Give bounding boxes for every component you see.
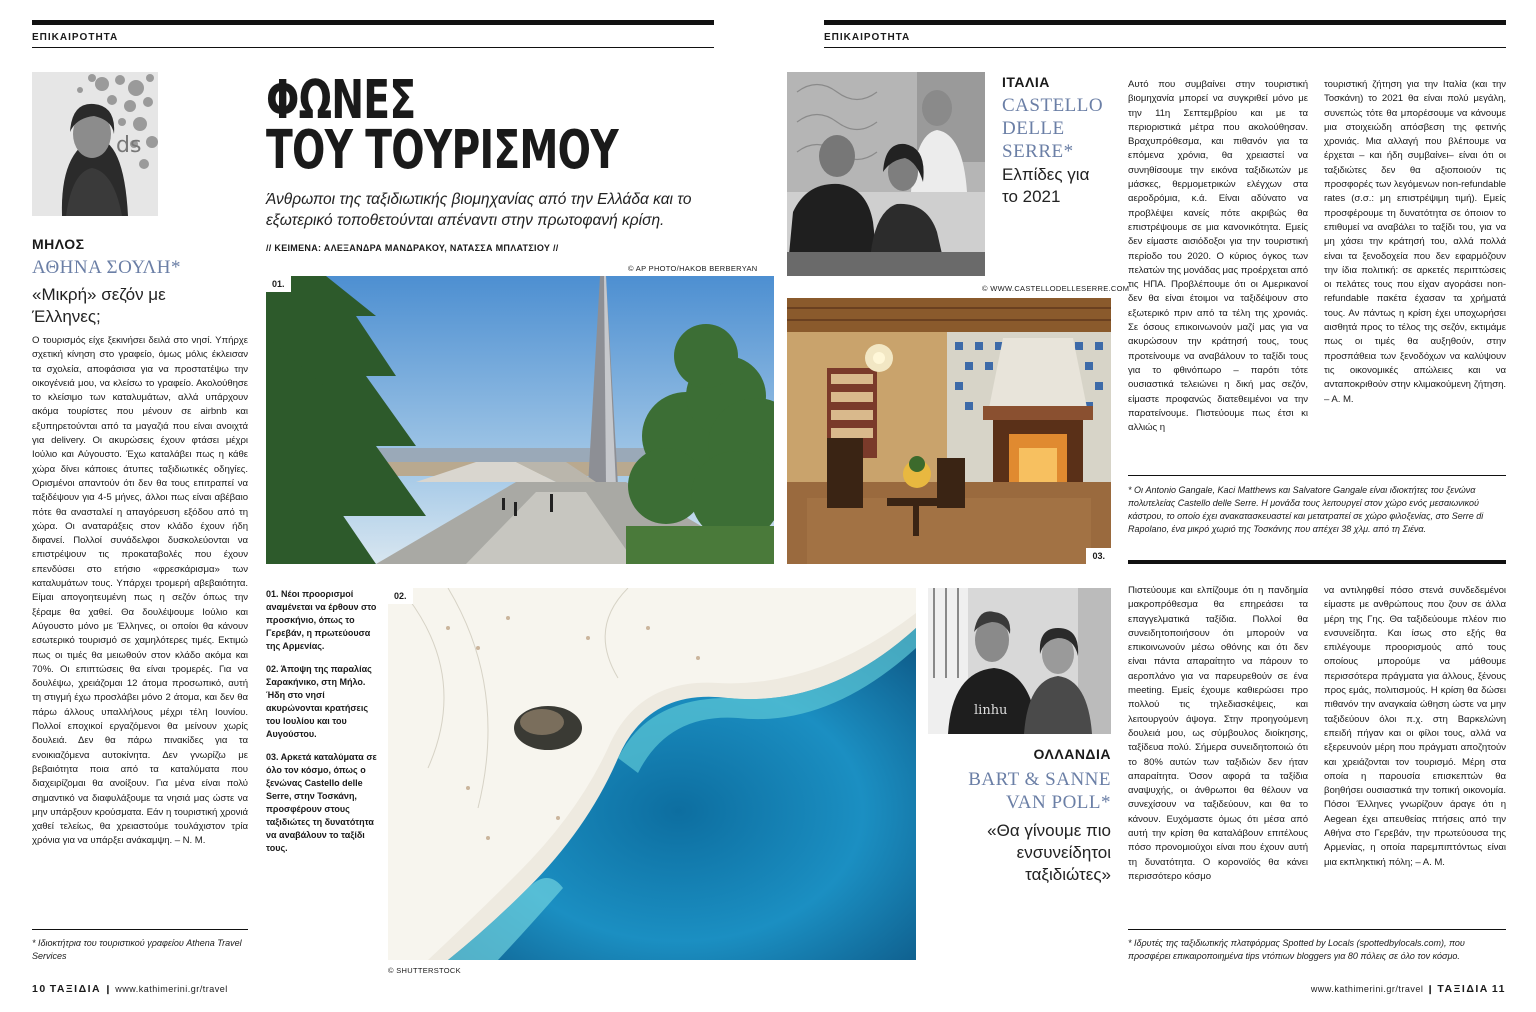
title-line-1: ΦΩΝΕΣ — [266, 70, 416, 131]
photo-credit-2: © SHUTTERSTOCK — [388, 966, 461, 975]
footer-left — [32, 983, 228, 995]
photo-castello-interior — [787, 298, 1111, 564]
photo-credit-3: © WWW.CASTELLODELLESERRE.COM — [982, 284, 1130, 293]
portrait-athina-souli — [32, 72, 158, 216]
quote-milos: «Μικρή» σεζόν με Έλληνες; — [32, 285, 166, 326]
footer-separator-left: ❙ — [104, 984, 113, 994]
person-castello-l1: CASTELLO — [1002, 95, 1104, 116]
svg-text:ds: ds — [116, 133, 142, 158]
svg-text:linhu: linhu — [974, 703, 1008, 718]
photo-tag-01: 01. — [266, 276, 291, 292]
portrait-bart-sanne — [928, 588, 1111, 734]
section-label-left: ΕΠΙΚΑΙΡΟΤΗΤΑ — [32, 32, 119, 43]
top-bar-right — [824, 20, 1506, 25]
portrait-castello-owners — [787, 72, 985, 276]
quote-italy: Ελπίδες για το 2021 — [1002, 165, 1090, 206]
caption-03: 03. Αρκετά καταλύματα σε όλο τον κόσμο, όπως ο ξενώνας Castello delle Serre, στην Τοσκάνη, προσφέρουν στους ταξιδιώτες τη δυνατότητα να αναβάλουν το ταξίδι τους. — [266, 752, 377, 853]
photo-credit-1: © AP PHOTO/HAKOB BERBERYAN — [628, 264, 758, 273]
captions-block — [266, 588, 378, 865]
footnote-italy: * Οι Antonio Gangale, Kaci Matthews και Salvatore Gangale είναι ιδιοκτήτες του ξενώνα πολυτελείας Castello delle Serre. Η μονάδα τους λειτουργεί στον χώρο ενός μεσαιωνικού κάστρου, το οποίο έχει ανακατασκευαστεί και μετατραπεί σε χώρο φιλοξενίας, στο Serre di Rapolano, ένα μικρό χωριό της Τοσκάνης που απέχει 38 χλμ. από τη Σιένα. — [1128, 485, 1484, 534]
page-number-right: 11 — [1491, 983, 1506, 995]
person-bart-sanne-l1: BART & SANNE — [968, 769, 1111, 790]
footer-brand-left: ΤΑΞΙΔΙΑ — [49, 983, 102, 995]
footer-url-right[interactable]: www.kathimerini.gr/travel — [1310, 984, 1424, 994]
body-netherlands-col2: να αντιληφθεί πόσο στενά συνδεδεμένοι είμαστε με ανθρώπους που ζουν σε άλλα μέρη της Γης. Θα ταξιδεύουμε πλέον πιο ενσυνείδητα. Και ίσως στο εξής θα επιλέγουμε προορισμούς από τους οποίους μπορούμε να μάθουμε περισσότερα πράγματα για άλλους, ξένους προς εμάς, πολιτισμούς. Η κρίση θα δώσει πιθανόν την αναγκαία ώθηση ώστε να μην ταξιδεύουν όλοι π.χ. στη Βαρκελώνη επειδή πήγαν και οι φίλοι τους, αλλά να εξερευνούν μέρη που πράγματι αποζητούν και χρειάζονται τον τουρισμό. Μέρη στα οποία η παρουσία επισκεπτών θα βοηθήσει ουσιαστικά την τοπική οικονομία. Πόσοι Έλληνες γνωρίζουν άραγε ότι η Aegean έχει απευθείας πτήσεις από την Αθήνα στο Γερεβάν, την πρωτεύουσα της Αρμενίας, η οποία παρεμπιπτόντως είναι μια εκπληκτική πόλη; – Α. Μ. — [1324, 585, 1506, 868]
footer-separator-right: ❙ — [1426, 984, 1435, 994]
person-castello-l3: SERRE* — [1002, 141, 1074, 162]
photo-yerevan-memorial — [266, 276, 774, 564]
country-italy: ΙΤΑΛΙΑ — [1002, 74, 1050, 90]
rule-netherlands-footnote — [1128, 929, 1506, 930]
footer-url-left[interactable]: www.kathimerini.gr/travel — [115, 984, 228, 994]
person-athina-souli: ΑΘΗΝΑ ΣΟΥΛΗ* — [32, 257, 181, 278]
body-italy-col1: Αυτό που συμβαίνει στην τουριστική βιομηχανία μπορεί να συγκριθεί μόνο με την 11η Σεπτεμβρίου και με τα περιοριστικά μέτρα που ακολούθησαν. Βραχυπρόθεσμα, και πιθανόν για τα επόμενα χρόνια, θα χρειαστεί να συνηθίσουμε την εικόνα ταξιδιωτών με μάσκες, θερμομετρικών ελέγχων στα αεροδρόμια, κ.ά. Είναι αδύνατο να προβλέψει κανείς πότε ακριβώς θα επιστρέψουμε σε μια κανονικότητα. Εμείς δεν είμαστε αισιόδοξοι για την τουριστική περίοδο του 2020. Ο κύριος όγκος των πελατών της μονάδας μας προέρχεται από τις ΗΠΑ. Προβλέπουμε ότι οι Αμερικανοί δεν θα είναι έτοιμοι να ταξιδέψουν στο εξωτερικό πριν από τα τέλη της χρονιάς. Σε όσους επικοινωνούν μαζί μας για να ακυρώσουν την κράτησή τους, τους προτείνουμε να αναβάλουν το ταξίδι τους για το φθινόπωρο – παρότι τότε ουσιαστικά τελειώνει η δική μας σεζόν, είμαστε προφανώς διατεθειμένοι να την παρατείνουμε. Πιστεύουμε πως έτσι κι αλλιώς η — [1128, 79, 1308, 434]
person-bart-sanne-l2: VAN POLL* — [1006, 792, 1111, 813]
footnote-netherlands: * Ιδρυτές της ταξιδιωτικής πλατφόρμας Spotted by Locals (spottedbylocals.com), που προσφέρει επικαιροποιημένα tips ντόπιων bloggers για 80 πόλεις σε όλο τον κόσμο. — [1128, 938, 1465, 961]
rule-right — [824, 47, 1506, 48]
photo-sarakiniko-beach — [388, 588, 916, 960]
quote-netherlands: «Θα γίνουμε πιο ενσυνείδητοι ταξιδιώτες» — [987, 821, 1111, 884]
rule-left — [32, 47, 714, 48]
body-italy-col2: τουριστική ζήτηση για την Ιταλία (και την Τοσκάνη) το 2021 θα είναι πολύ μεγάλη, συνεπώς τότε θα μπορέσουμε να κάνουμε μια στοιχειώδη απόσβεση της φετινής χρονιάς. Μια αλλαγή που βλέπουμε να έρχεται – και ήδη συμβαίνει– είναι ότι οι ταξιδιώτες δεν θα αξιοποιούν τις προσφορές των λεγόμενων non-refundable rates (σ.σ.: μη επιστρέψιμη τιμή). Εμείς προσφέρουμε τη δυνατότητα σε όποιον το επιθυμεί να αναβάλει το ταξίδι του, για να μη χάσει την κράτησή του, αλλά πολλά είναι τα ξενοδοχεία που δεν εφαρμόζουν την ίδια πολιτική: σε αρκετές περιπτώσεις οι πελάτες τους που είχαν αγοράσει non-refundable πακέτα έχασαν τα χρήματά τους. Αν πάντως η κρίση έχει υποχωρήσει αισθητά προς το τέλος της σεζόν, εκτιμάμε πως οι τιμές θα αυξηθούν, στην προσπάθεια των ξενοδόχων να καλύψουν τις οικονομικές απώλειες και να ανταποκριθούν στην κλιμακούμενη ζήτηση. – Α. Μ. — [1324, 79, 1506, 405]
footer-right — [1260, 983, 1506, 995]
footnote-milos: * Ιδιοκτήτρια του τουριστικού γραφείου Athena Travel Services — [32, 938, 242, 961]
caption-02: 02. Άποψη της παραλίας Σαρακήνικο, στη Μήλο. Ήδη στο νησί ακυρώνονται κρατήσεις του Ιουλίου και του Αυγούστου. — [266, 664, 372, 739]
rule-italy-footnote — [1128, 475, 1506, 476]
person-castello-l2: DELLE — [1002, 118, 1065, 139]
section-label-right: ΕΠΙΚΑΙΡΟΤΗΤΑ — [824, 32, 911, 43]
footnote-rule-milos — [32, 929, 248, 930]
footer-brand-right: ΤΑΞΙΔΙΑ — [1437, 983, 1489, 995]
title-line-2: ΤΟΥ ΤΟΥΡΙΣΜΟΥ — [266, 120, 618, 181]
caption-01: 01. Νέοι προορισμοί αναμένεται να έρθουν στο προσκήνιο, όπως το Γερεβάν, η πρωτεύουσα της Αρμενίας. — [266, 589, 377, 651]
photo-tag-02: 02. — [388, 588, 413, 604]
body-netherlands-col1: Πιστεύουμε και ελπίζουμε ότι η πανδημία μακροπρόθεσμα θα επηρεάσει τα επαγγελματικά ταξίδια. Πολλοί θα συνειδητοποιήσουν ότι μπορούν να επικοινωνούν μέσω οθόνης και ότι δεν είναι πάντα απαραίτητο να πάρουν το αεροπλάνο για να παρευρεθούν σε ένα meeting. Εμείς έχουμε καθιερώσει προ πολλού τις τηλεδιασκέψεις, και λειτουργούν άψογα. Στην προηγούμενη δουλειά μου, ως σύμβουλος διοίκησης, ταξίδευα πολύ. Σήμερα συνειδητοποιώ ότι το 80% αυτών των ταξιδιών δεν ήταν απαραίτητα. Όσον αφορά τα ταξίδια αναψυχής, οι άνθρωποι θα θέλουν να συνεχίσουν να ταξιδεύουν, και θα το κάνουν. Ευχόμαστε όμως ότι μέσα από αυτή την κρίση θα καταλάβουν επιτέλους πόσο προνομιούχοι είναι που έχουν αυτή τη δυνατότητα. Ο κορονοϊός θα κάνει περισσότερο κόσμο — [1128, 585, 1308, 882]
photo-tag-03: 03. — [1086, 548, 1111, 564]
subtitle: Άνθρωποι της ταξιδιωτικής βιομηχανίας από την Ελλάδα και το εξωτερικό τοποθετούνται απέναντι στην πρωτοφανή κρίση. — [266, 191, 692, 229]
country-netherlands: ΟΛΛΑΝΔΙΑ — [1033, 746, 1111, 762]
section-divider-right — [1128, 560, 1506, 564]
byline: // ΚΕΙΜΕΝΑ: ΑΛΕΞΑΝΔΡΑ ΜΑΝΔΡΑΚΟΥ, ΝΑΤΑΣΣΑ ΜΠΛΑΤΣΙΟΥ // — [266, 243, 559, 253]
top-bar-left — [32, 20, 714, 25]
page-number-left: 10 — [32, 983, 47, 995]
body-milos: Ο τουρισμός είχε ξεκινήσει δειλά στο νησί. Υπήρχε σχετική κίνηση στο γραφείο, όμως μόλις έκλεισαν τα σχολεία, αποφάσισα για να προστατέψω την οικογένειά μου, να κλείσω το γραφείο. Ακολούθησε το κλείσιμο των καταλυμάτων, αλλά υπάρχουν ακόμα τουρίστες που μένουν σε airbnb και εξυπηρετούνται από τα μαγαζιά που είναι ανοιχτά για delivery. Οι ακυρώσεις έχουν φτάσει μέχρι Ιούλιο και Αύγουστο. Έχω καταλάβει πως η κάθε χώρα δίνει κάποιες άτυπες ταξιδιωτικές οδηγίες. Ορισμένοι απαντούν ότι δεν θα τους επιτραπεί να ταξιδέψουν για 4-5 μήνες, άλλοι πως είναι αβέβαιο πότε θα ανασταλεί η απαγόρευση εξόδου από τη χώρα. Οι αναταράξεις στον κλάδο έχουν ήδη διφανεί. Πολλοί συνάδελφοι δυσκολεύονται να επιστρέψουν τις προκαταβολές που έχουν επενδύσει στο ετήσιο «φρεσκάρισμα» των καταλυμάτων τους. Υπάρχει τρομερή αβεβαιότητα. Είμαι απογοητευμένη πως η σεζόν όπως την ξέραμε θα χαθεί. Θα δουλέψουμε Ιούλιο και Αύγουστο μόνο με Έλληνες, οι οποίοι θα κάνουν εσωτερικό τουρισμό σε χαμηλότερες τιμές. Εκτιμώ πως οι τιμές θα μειωθούν στον κλάδο ακόμα και 70%. Οι επιπτώσεις θα είναι τρομερές. Για να δουλέψω, χρειάζομαι 12 άτομα προσωπικό, αυτή τη στιγμή έχω προσλάβει μόνο 2 άτομα, και δεν θα πάρω άλλους υπαλλήλους μέχρι τέλη Ιουνίου. Πολλοί εποχικοί εργαζόμενοι θα μείνουν χωρίς δουλειά. Δεν θα πάρω πινακίδες για τα ενοικιαζόμενα αυτοκίνητα. Δεν γνωρίζω με βεβαιότητα ποια από τα καταλύματα που διαχειρίζομαι θα ανοίξουν. Για μένα είναι πολύ σημαντικό να διαφυλάξουμε τα νησιά μας ώστε να μην υπάρξουν κρούσματα. Εάν η τουριστική χρονιά χαθεί τελείως, θα χρειαστούμε τουλάχιστον τρία χρόνια για να υπάρξει ανάκαμψη. – Ν. Μ. — [32, 335, 248, 847]
country-milos: ΜΗΛΟΣ — [32, 236, 85, 252]
